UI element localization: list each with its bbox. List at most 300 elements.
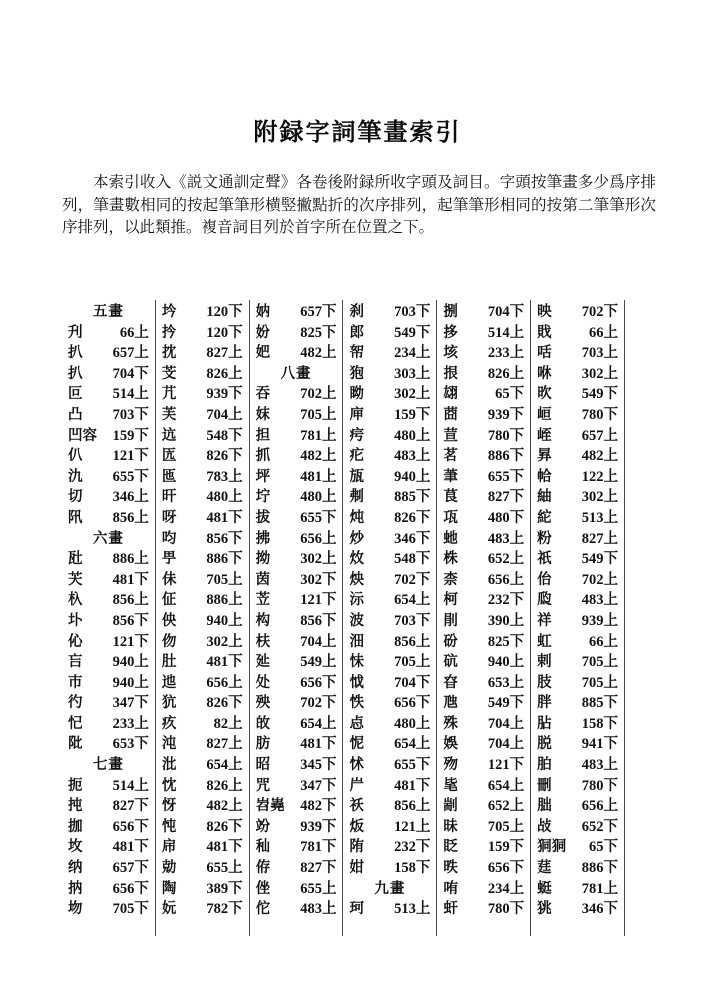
- entry-character: 妺: [255, 406, 271, 423]
- entry-page-number: 480上: [300, 489, 337, 506]
- entry-page-number: 346上: [112, 489, 149, 506]
- entry-page-number: 886下: [581, 860, 618, 877]
- index-entry: [162, 755, 243, 776]
- entry-character: 拸: [443, 324, 458, 341]
- entry-character: 狪狪: [537, 839, 567, 856]
- entry-page-number: 940上: [206, 612, 243, 629]
- entry-character: 帍: [161, 839, 177, 856]
- entry-character: 吞: [255, 386, 271, 403]
- entry-page-number: 705下: [112, 901, 149, 918]
- entry-character: 刪: [537, 777, 552, 794]
- index-entry: [537, 590, 618, 611]
- entry-character: 殊: [443, 715, 458, 732]
- index-entry: [256, 755, 337, 776]
- index-entry: [68, 776, 149, 797]
- entry-character: 疕: [349, 448, 364, 465]
- entry-character: 峘: [537, 406, 552, 423]
- entry-page-number: 780下: [487, 901, 525, 918]
- entry-character: 侳: [255, 880, 271, 897]
- entry-character: 忱: [161, 777, 177, 794]
- index-entry: [162, 693, 243, 714]
- entry-character: 伈: [68, 633, 83, 650]
- entry-character: 茗: [443, 448, 458, 465]
- index-entry: [443, 364, 524, 385]
- index-entry: [443, 776, 524, 797]
- entry-page-number: 825下: [487, 633, 525, 650]
- index-entry: [68, 426, 149, 447]
- entry-page-number: 655上: [206, 860, 243, 877]
- entry-page-number: 827下: [300, 860, 337, 877]
- entry-character: 佂: [161, 592, 177, 609]
- entry-page-number: 654上: [300, 715, 337, 732]
- entry-character: 勀: [161, 860, 177, 877]
- index-entry: [537, 837, 618, 858]
- entry-character: 抌: [161, 345, 177, 362]
- index-entry: [349, 734, 430, 755]
- entry-character: 朏: [537, 798, 552, 815]
- entry-character: 叵: [68, 386, 83, 403]
- entry-character: 眑: [349, 386, 364, 403]
- entry-page-number: 827上: [581, 530, 618, 547]
- index-entry: [349, 467, 430, 488]
- entry-page-number: 480上: [394, 427, 431, 444]
- entry-page-number: 389下: [206, 880, 243, 897]
- index-entry: [162, 673, 243, 694]
- entry-character: 侟: [255, 860, 271, 877]
- index-entry: [256, 837, 337, 858]
- entry-character: 抓: [255, 448, 271, 465]
- index-entry: [162, 384, 243, 405]
- entry-page-number: 827下: [112, 798, 149, 815]
- entry-character: 妢: [255, 324, 271, 341]
- entry-page-number: 702上: [300, 386, 337, 403]
- entry-character: 昚: [443, 674, 458, 691]
- index-entry: [537, 570, 618, 591]
- entry-character: 帢: [537, 468, 552, 485]
- entry-page-number: 705上: [581, 654, 618, 671]
- index-entry: [68, 343, 149, 364]
- entry-character: 胖: [537, 695, 552, 712]
- index-entry: [537, 405, 618, 426]
- entry-character: 芁: [161, 386, 177, 403]
- entry-page-number: 705上: [581, 674, 618, 691]
- index-entry: [256, 302, 337, 323]
- entry-page-number: 657上: [581, 427, 618, 444]
- index-entry: [537, 632, 618, 653]
- entry-character: 氿: [68, 468, 83, 485]
- index-entry: [68, 405, 149, 426]
- entry-page-number: 82上: [213, 715, 243, 732]
- index-entry: [162, 467, 243, 488]
- entry-page-number: 481下: [112, 839, 149, 856]
- entry-character: 砏: [443, 633, 458, 650]
- entry-page-number: 702上: [581, 571, 618, 588]
- entry-page-number: 704下: [394, 674, 431, 691]
- entry-page-number: 514上: [112, 777, 149, 794]
- index-entry: [256, 796, 337, 817]
- entry-page-number: 655下: [487, 468, 525, 485]
- index-entry: [162, 776, 243, 797]
- entry-character: 巿: [68, 674, 83, 691]
- stroke-section-header: 五畫: [92, 304, 124, 320]
- entry-page-number: 120下: [206, 304, 243, 320]
- index-entry: [256, 384, 337, 405]
- index-entry: [537, 611, 618, 632]
- entry-page-number: 705上: [300, 406, 337, 423]
- index-entry: [443, 673, 524, 694]
- entry-page-number: 656下: [300, 674, 337, 691]
- entry-character: 波: [349, 612, 364, 629]
- entry-character: 虺: [443, 695, 458, 712]
- entry-page-number: 66上: [119, 324, 149, 341]
- index-entry: [256, 693, 337, 714]
- entry-page-number: 885下: [581, 695, 618, 712]
- entry-page-number: 780下: [581, 777, 618, 794]
- index-entry: [537, 693, 618, 714]
- page-title: 附録字詞筆畫索引: [253, 120, 462, 146]
- entry-page-number: 856上: [394, 633, 431, 650]
- entry-page-number: 653上: [487, 674, 525, 691]
- entry-page-number: 941下: [581, 736, 618, 753]
- entry-page-number: 158下: [394, 860, 431, 877]
- entry-page-number: 856下: [300, 612, 337, 629]
- index-entry: [349, 570, 430, 591]
- entry-character: 茛: [443, 489, 458, 506]
- entry-character: 佒: [161, 612, 177, 629]
- entry-character: 坆: [68, 839, 83, 856]
- entry-page-number: 826下: [206, 818, 243, 835]
- index-entry: [537, 858, 618, 879]
- entry-character: 怽: [349, 654, 364, 671]
- entry-character: 茟: [443, 468, 458, 485]
- entry-page-number: 121下: [487, 757, 525, 774]
- index-entry: [162, 837, 243, 858]
- entry-character: 莛: [537, 860, 552, 877]
- index-entry: [443, 837, 524, 858]
- index-entry: [162, 446, 243, 467]
- entry-character: 瓝: [537, 592, 552, 609]
- entry-character: 瓬: [349, 468, 364, 485]
- index-entry: [68, 323, 149, 344]
- index-column-4: [343, 300, 437, 936]
- index-entry: [443, 487, 524, 508]
- index-entry: [443, 755, 524, 776]
- entry-page-number: 232下: [487, 592, 525, 609]
- entry-page-number: 886下: [487, 448, 525, 465]
- index-entry: [162, 714, 243, 735]
- entry-page-number: 781上: [300, 427, 337, 444]
- entry-page-number: 302上: [300, 551, 337, 568]
- entry-page-number: 940上: [112, 674, 149, 691]
- entry-character: 匟: [161, 448, 177, 465]
- index-entry: [256, 734, 337, 755]
- entry-page-number: 482上: [300, 448, 337, 465]
- index-entry: [443, 796, 524, 817]
- index-entry: [443, 632, 524, 653]
- index-entry: [68, 837, 149, 858]
- entry-page-number: 302上: [394, 386, 431, 403]
- entry-character: 脱: [537, 736, 552, 753]
- entry-page-number: 121下: [300, 592, 337, 609]
- entry-page-number: 549下: [394, 324, 431, 341]
- entry-character: 咒: [255, 777, 271, 794]
- index-entry: [537, 879, 618, 900]
- entry-page-number: 886下: [206, 551, 243, 568]
- entry-page-number: 483上: [581, 592, 618, 609]
- index-entry: [162, 899, 243, 920]
- entry-page-number: 234上: [487, 880, 525, 897]
- index-entry: [537, 302, 618, 323]
- index-entry: [162, 549, 243, 570]
- index-entry: [537, 364, 618, 385]
- entry-page-number: 303上: [394, 365, 431, 382]
- index-entry: [537, 652, 618, 673]
- index-entry: [256, 590, 337, 611]
- entry-character: 翃: [443, 386, 458, 403]
- entry-page-number: 657下: [112, 860, 149, 877]
- index-entry: [349, 405, 430, 426]
- entry-page-number: 483上: [300, 901, 337, 918]
- entry-page-number: 482上: [581, 448, 618, 465]
- entry-page-number: 856上: [394, 798, 431, 815]
- entry-page-number: 513上: [581, 509, 618, 526]
- entry-page-number: 656上: [300, 530, 337, 547]
- entry-page-number: 480上: [206, 489, 243, 506]
- entry-character: 胋: [537, 715, 552, 732]
- index-entry: [443, 467, 524, 488]
- entry-character: 坾: [255, 489, 271, 506]
- entry-character: 戝: [537, 324, 552, 341]
- index-entry: [443, 529, 524, 550]
- entry-character: 娛: [443, 736, 458, 753]
- stroke-section-header: 九畫: [374, 880, 406, 897]
- entry-character: 纳: [68, 860, 83, 877]
- entry-character: 昭: [255, 757, 271, 774]
- index-entry: [443, 426, 524, 447]
- entry-character: 拫: [443, 365, 458, 382]
- entry-page-number: 826下: [206, 448, 243, 465]
- entry-character: 歾: [443, 757, 458, 774]
- index-entry: [162, 632, 243, 653]
- entry-character: 扒: [68, 365, 83, 382]
- entry-page-number: 856上: [112, 592, 149, 609]
- entry-character: 沘: [161, 757, 177, 774]
- entry-page-number: 704上: [300, 633, 337, 650]
- index-entry: [443, 652, 524, 673]
- entry-page-number: 657上: [112, 345, 149, 362]
- entry-character: 肚: [161, 654, 177, 671]
- entry-page-number: 826上: [206, 777, 243, 794]
- index-entry: [68, 673, 149, 694]
- index-entry: [349, 529, 430, 550]
- index-entry: [68, 446, 149, 467]
- entry-character: 芠: [161, 365, 177, 382]
- entry-character: 殃: [255, 695, 271, 712]
- entry-page-number: 347下: [112, 695, 149, 712]
- entry-page-number: 481下: [300, 736, 337, 753]
- entry-page-number: 705上: [206, 571, 243, 588]
- index-entry: [256, 549, 337, 570]
- index-column-3: [250, 300, 344, 936]
- entry-character: 扒: [68, 345, 83, 362]
- entry-character: 峌: [537, 427, 552, 444]
- index-entry: [349, 858, 430, 879]
- stroke-section-header: 七畫: [92, 757, 124, 774]
- index-entry: [256, 714, 337, 735]
- entry-character: 柯: [443, 592, 458, 609]
- entry-page-number: 654上: [487, 777, 525, 794]
- index-entry: [349, 632, 430, 653]
- index-entry: [256, 652, 337, 673]
- entry-page-number: 780下: [581, 406, 618, 423]
- index-entry: [162, 734, 243, 755]
- entry-page-number: 654上: [394, 592, 431, 609]
- entry-character: 咻: [537, 365, 552, 382]
- index-column-2: [156, 300, 250, 936]
- entry-character: 屵: [349, 777, 364, 794]
- index-entry: [443, 858, 524, 879]
- index-entry: [162, 405, 243, 426]
- entry-character: 阰: [68, 736, 83, 753]
- entry-character: 怵: [349, 757, 364, 774]
- index-entry: [349, 508, 430, 529]
- entry-character: 炇: [349, 551, 364, 568]
- entry-page-number: 702下: [394, 571, 431, 588]
- index-entry: [68, 632, 149, 653]
- entry-character: 忳: [161, 818, 177, 835]
- entry-page-number: 656上: [581, 798, 618, 815]
- entry-page-number: 390上: [487, 612, 525, 629]
- entry-page-number: 702下: [581, 304, 618, 320]
- entry-character: 炖: [349, 509, 364, 526]
- entry-character: 疚: [161, 715, 177, 732]
- intro-paragraph: 本索引收入《説文通訓定聲》各卷後附録所收字頭及詞目。字頭按筆畫多少爲序排列，筆畫數相同的按起筆筆形横竪撇點折的次序排列，起筆筆形相同的按第二筆筆形次序排列，以此類推。複音詞目列於首字所在位置之下。: [62, 174, 656, 236]
- entry-page-number: 481下: [206, 654, 243, 671]
- entry-page-number: 656上: [487, 571, 525, 588]
- entry-page-number: 159下: [394, 406, 431, 423]
- entry-character: 映: [537, 304, 552, 320]
- entry-page-number: 703下: [394, 612, 431, 629]
- entry-character: 佅: [161, 571, 177, 588]
- entry-character: 祇: [537, 551, 552, 568]
- index-entry: [256, 323, 337, 344]
- entry-character: 虷: [443, 901, 458, 918]
- entry-character: 毞: [443, 777, 458, 794]
- stroke-section-header: 六畫: [92, 530, 124, 547]
- entry-page-number: 656下: [112, 818, 149, 835]
- entry-character: 虹: [537, 633, 552, 650]
- entry-character: 莔: [443, 406, 458, 423]
- entry-page-number: 302上: [581, 489, 618, 506]
- entry-character: 芖: [68, 571, 83, 588]
- index-entry: [162, 570, 243, 591]
- index-entry: [537, 673, 618, 694]
- index-entry: [537, 776, 618, 797]
- entry-character: 凸: [68, 406, 83, 423]
- index-entry: [349, 611, 430, 632]
- entry-page-number: 705上: [394, 654, 431, 671]
- index-entry: [256, 858, 337, 879]
- entry-character: 吂: [68, 654, 83, 671]
- entry-character: 扽: [68, 798, 83, 815]
- entry-page-number: 159下: [487, 839, 525, 856]
- index-entry: [349, 549, 430, 570]
- index-entry: [537, 899, 618, 920]
- entry-character: 陶: [161, 880, 177, 897]
- index-entry: [162, 508, 243, 529]
- index-column-5: [437, 300, 531, 936]
- index-entry: [537, 384, 618, 405]
- index-entry: [256, 611, 337, 632]
- entry-page-number: 886上: [206, 592, 243, 609]
- index-entry: [443, 590, 524, 611]
- entry-page-number: 483上: [487, 530, 525, 547]
- entry-page-number: 514上: [112, 386, 149, 403]
- entry-character: 拁: [68, 818, 83, 835]
- index-entry: [537, 467, 618, 488]
- index-entry: [162, 611, 243, 632]
- entry-character: 沶: [349, 592, 364, 609]
- entry-page-number: 704上: [487, 736, 525, 753]
- entry-page-number: 302上: [581, 365, 618, 382]
- index-entry: [68, 693, 149, 714]
- index-entry: [443, 879, 524, 900]
- entry-page-number: 548下: [394, 551, 431, 568]
- index-entry: [443, 302, 524, 323]
- entry-page-number: 481下: [206, 509, 243, 526]
- entry-character: 怢: [349, 695, 364, 712]
- entry-character: 剌: [537, 654, 552, 671]
- entry-page-number: 652上: [487, 551, 525, 568]
- entry-character: 构: [255, 612, 271, 629]
- index-entry: [349, 426, 430, 447]
- index-entry: [68, 570, 149, 591]
- index-entry: [349, 693, 430, 714]
- index-entry: [162, 426, 243, 447]
- entry-page-number: 483上: [394, 448, 431, 465]
- stroke-section-header: 八畫: [280, 365, 312, 382]
- entry-page-number: 346下: [394, 530, 431, 547]
- index-entry: [443, 343, 524, 364]
- entry-page-number: 705上: [487, 818, 525, 835]
- index-entry: [162, 817, 243, 838]
- index-entry: [68, 899, 149, 920]
- entry-character: 旰: [161, 489, 177, 506]
- entry-character: 沺: [349, 633, 364, 650]
- entry-page-number: 780下: [487, 427, 525, 444]
- index-entry: [162, 302, 243, 323]
- index-entry: [256, 817, 337, 838]
- index-entry: [349, 796, 430, 817]
- index-entry: [162, 652, 243, 673]
- index-entry: [443, 734, 524, 755]
- entry-page-number: 481下: [394, 777, 431, 794]
- entry-page-number: 121上: [394, 818, 431, 835]
- index-entry: [162, 323, 243, 344]
- index-entry: [68, 384, 149, 405]
- index-entry: [162, 343, 243, 364]
- index-entry: [349, 364, 430, 385]
- entry-page-number: 703下: [112, 406, 149, 423]
- entry-character: 眨: [443, 839, 458, 856]
- entry-character: 㢟: [255, 654, 271, 671]
- entry-character: 忋: [68, 715, 83, 732]
- index-entry: [256, 446, 337, 467]
- entry-page-number: 825下: [300, 324, 337, 341]
- stroke-index-table: [62, 300, 625, 936]
- index-entry: [443, 549, 524, 570]
- index-entry: [256, 467, 337, 488]
